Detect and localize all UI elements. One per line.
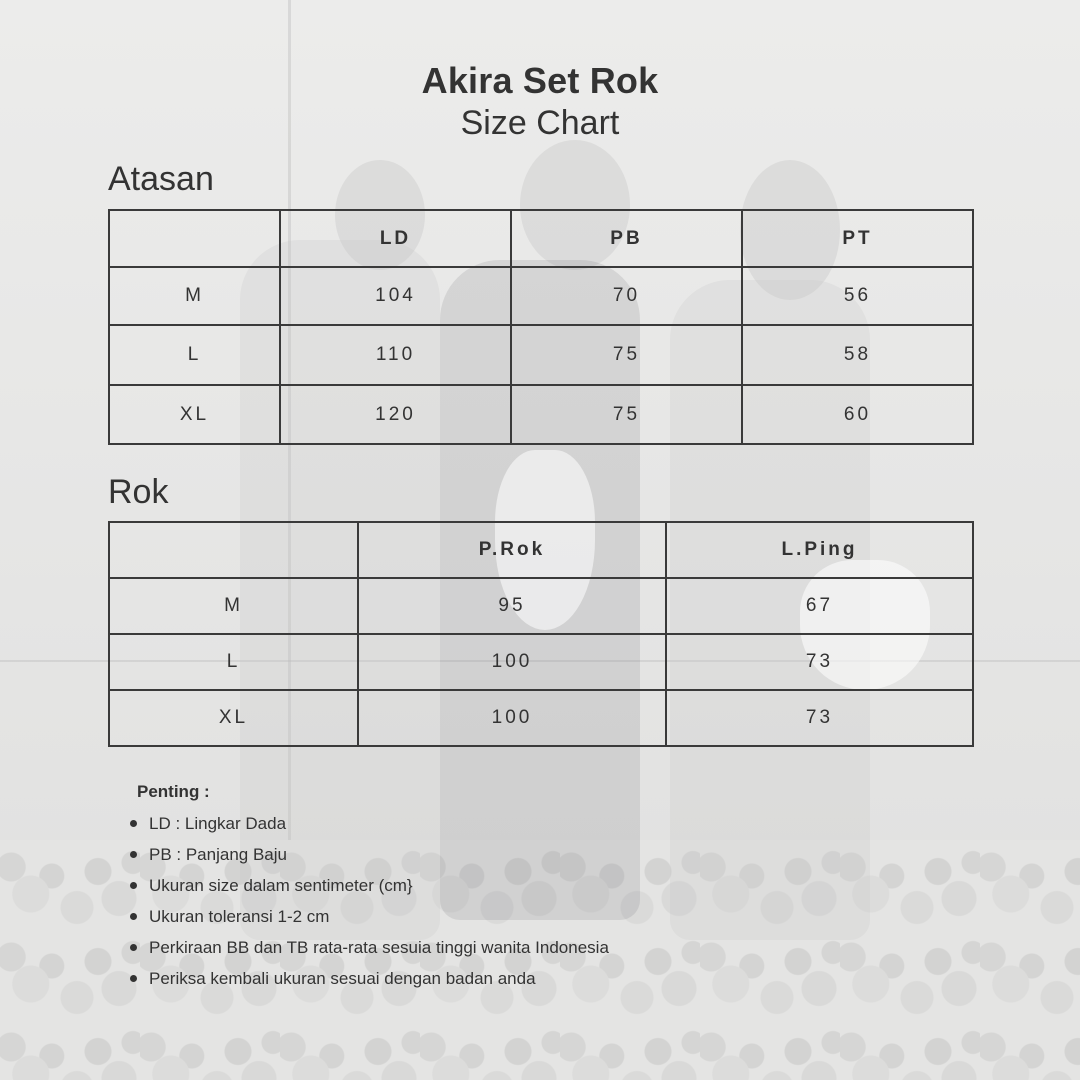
header-cell-empty — [109, 522, 358, 578]
atasan-size-table — [108, 209, 974, 445]
note-text: LD : Lingkar Dada — [149, 814, 287, 833]
table-row — [109, 578, 973, 634]
header-cell-pb: PB — [511, 210, 742, 267]
list-item — [130, 963, 620, 994]
table-cell: 104 — [280, 267, 511, 325]
table-cell: 75 — [511, 385, 742, 444]
size-label: L — [109, 325, 280, 385]
table-cell: 58 — [742, 325, 973, 385]
note-text: Ukuran toleransi 1-2 cm — [149, 907, 330, 926]
table-row — [109, 690, 973, 746]
notes-list — [130, 808, 620, 994]
notes-section — [130, 782, 620, 994]
table-cell: 100 — [358, 634, 666, 690]
list-item — [130, 870, 620, 901]
header-cell-ld: LD — [280, 210, 511, 267]
header-cell-l-ping: L.Ping — [666, 522, 973, 578]
list-item — [130, 839, 620, 870]
table-cell: 67 — [666, 578, 973, 634]
table-row — [109, 325, 973, 385]
size-label: XL — [109, 385, 280, 444]
bullet-icon — [130, 944, 137, 951]
size-label: L — [109, 634, 358, 690]
header-cell-empty — [109, 210, 280, 267]
bullet-icon — [130, 975, 137, 982]
header-cell-pt: PT — [742, 210, 973, 267]
table-cell: 100 — [358, 690, 666, 746]
table-cell: 120 — [280, 385, 511, 444]
bullet-icon — [130, 913, 137, 920]
rok-section-title: Rok — [108, 473, 169, 511]
bullet-icon — [130, 882, 137, 889]
table-cell: 73 — [666, 634, 973, 690]
size-label: M — [109, 267, 280, 325]
table-cell: 75 — [511, 325, 742, 385]
size-label: M — [109, 578, 358, 634]
list-item — [130, 932, 620, 963]
table-cell: 56 — [742, 267, 973, 325]
table-cell: 73 — [666, 690, 973, 746]
table-header-row — [109, 522, 973, 578]
note-text: Ukuran size dalam sentimeter (cm} — [149, 876, 413, 895]
list-item — [130, 901, 620, 932]
note-text: Periksa kembali ukuran sesuai dengan badan anda — [149, 969, 536, 988]
table-cell: 70 — [511, 267, 742, 325]
table-row — [109, 385, 973, 444]
table-row — [109, 634, 973, 690]
notes-title: Penting : — [137, 782, 210, 801]
atasan-section-title: Atasan — [108, 160, 214, 198]
note-text: Perkiraan BB dan TB rata-rata sesuia tinggi wanita Indonesia — [149, 938, 609, 957]
list-item — [130, 808, 620, 839]
table-cell: 110 — [280, 325, 511, 385]
page-subtitle: Size Chart — [460, 104, 620, 142]
bullet-icon — [130, 820, 137, 827]
table-row — [109, 267, 973, 325]
table-cell: 95 — [358, 578, 666, 634]
note-text: PB : Panjang Baju — [149, 845, 287, 864]
table-cell: 60 — [742, 385, 973, 444]
header-cell-p-rok: P.Rok — [358, 522, 666, 578]
table-header-row — [109, 210, 973, 267]
bullet-icon — [130, 851, 137, 858]
page-title: Akira Set Rok — [421, 60, 659, 101]
rok-size-table — [108, 521, 974, 747]
size-label: XL — [109, 690, 358, 746]
